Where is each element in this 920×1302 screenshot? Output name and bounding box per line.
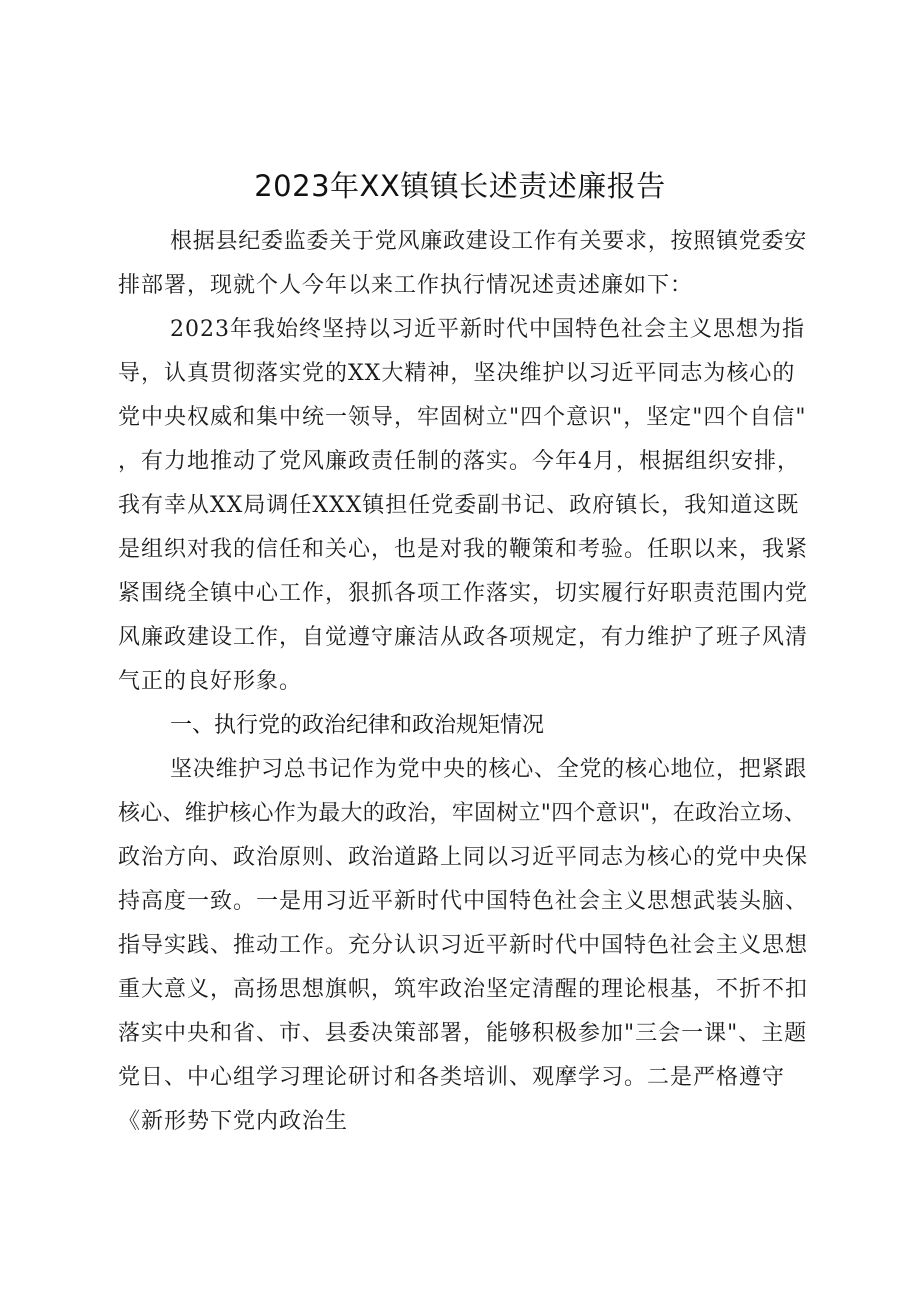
- paragraph-line: 党日、中心组学习理论研讨和各类培训、观摩学习。二是严格遵守: [118, 1065, 786, 1090]
- paragraph-line: 政治方向、政治原则、政治道路上同以习近平同志为核心的党中央保: [118, 845, 809, 870]
- intro-line: 根据县纪委监委关于党风廉政建设工作有关要求，按照镇党委安: [170, 229, 808, 254]
- paragraph-line: 《新形势下党内政治生: [118, 1109, 349, 1134]
- paragraph-line: 2023年我始终坚持以习近平新时代中国特色社会主义思想为指: [170, 317, 805, 342]
- paragraph-line: 风廉政建设工作，自觉遵守廉洁从政各项规定，有力维护了班子风清: [118, 625, 809, 650]
- paragraph-line: 核心、维护核心作为最大的政治，牢固树立"四个意识"，在政治立场、: [118, 801, 807, 826]
- paragraph-line: ，有力地推动了党风廉政责任制的落实。今年4月，根据组织安排，: [118, 449, 800, 474]
- paragraph-line: 导，认真贯彻落实党的XX大精神，坚决维护以习近平同志为核心的: [118, 361, 796, 386]
- paragraph-line: 指导实践、推动工作。充分认识习近平新时代中国特色社会主义思想: [118, 933, 809, 958]
- section-heading: 一、执行党的政治纪律和政治规矩情况: [170, 713, 545, 738]
- paragraph-line: 是组织对我的信任和关心，也是对我的鞭策和考验。任职以来，我紧: [118, 537, 809, 562]
- paragraph-line: 持高度一致。一是用习近平新时代中国特色社会主义思想武装头脑、: [118, 889, 809, 914]
- paragraph-line: 气正的良好形象。: [118, 669, 303, 694]
- paragraph-line: 落实中央和省、市、县委决策部署，能够积极参加"三会一课"、主题: [118, 1021, 808, 1046]
- document-title: 2023年XX镇镇长述责述廉报告: [254, 169, 666, 203]
- paragraph-line: 党中央权威和集中统一领导，牢固树立"四个意识"，坚定"四个自信": [118, 405, 807, 430]
- paragraph-line: 紧围绕全镇中心工作，狠抓各项工作落实，切实履行好职责范围内党: [118, 581, 809, 606]
- paragraph-line: 重大意义，高扬思想旗帜，筑牢政治坚定清醒的理论根基，不折不扣: [118, 977, 809, 1002]
- paragraph-line: 我有幸从XX局调任XXX镇担任党委副书记、政府镇长，我知道这既: [118, 493, 800, 518]
- paragraph-line: 坚决维护习总书记作为党中央的核心、全党的核心地位，把紧跟: [170, 757, 808, 782]
- intro-line: 排部署，现就个人今年以来工作执行情况述责述廉如下：: [118, 273, 694, 298]
